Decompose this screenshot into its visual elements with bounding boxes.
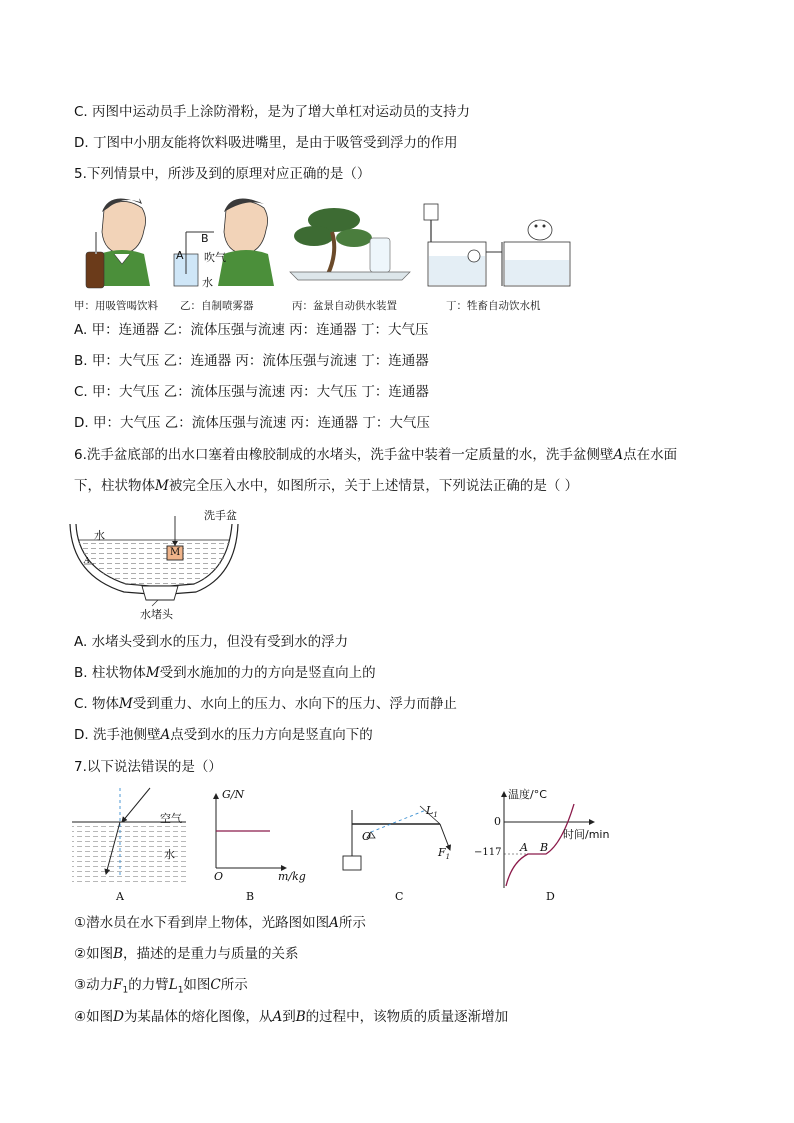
option-c-previous: C. 丙图中运动员手上涂防滑粉，是为了增大单杠对运动员的支持力 xyxy=(74,104,471,120)
fig-c-caption: C xyxy=(395,890,404,903)
q5-illustrations xyxy=(74,192,584,292)
bonsai-illustration xyxy=(290,208,410,280)
option-d-previous: D. 丁图中小朋友能将饮料吸进嘴里，是由于吸管受到浮力的作用 xyxy=(74,135,458,151)
sprayer-label-a: A xyxy=(176,249,184,262)
minus-117-label: −117 xyxy=(474,847,502,858)
fig-b-caption: B xyxy=(246,890,255,903)
q5-option-a: A. 甲：连通器 乙：流体压强与流速 丙：连通器 丁：大气压 xyxy=(74,322,429,338)
g-axis-label: G/N xyxy=(222,788,245,801)
time-axis-label: 时间/min xyxy=(563,828,610,841)
livestock-water-machine-illustration xyxy=(424,204,570,286)
point-b-melt: B xyxy=(540,841,549,854)
caption-bing: 丙：盆景自动供水装置 xyxy=(292,300,397,312)
fig-d-caption: D xyxy=(546,890,555,903)
statement-4: ④如图D为某晶体的熔化图像，从A到B的过程中，该物质的质量逐渐增加 xyxy=(74,1009,509,1025)
caption-jia: 甲：用吸管喝饮料 xyxy=(74,300,158,312)
boy-drinking-illustration xyxy=(86,198,150,288)
pivot-label: O xyxy=(362,830,372,843)
water-label-a: 水 xyxy=(164,848,175,861)
q6-option-c: C. 物体M受到重力、水向上的压力、水向下的压力、浮力而静止 xyxy=(74,696,457,712)
caption-yi: 乙：自制喷雾器 xyxy=(180,300,254,312)
m-axis-label: m/kg xyxy=(278,870,306,883)
boy-sprayer-illustration xyxy=(174,199,274,286)
sprayer-label-water: 水 xyxy=(202,276,213,289)
point-a-melt: A xyxy=(520,841,528,854)
q5-option-d: D. 甲：大气压 乙：流体压强与流速 丙：连通器 丁：大气压 xyxy=(74,415,430,431)
zero-label: 0 xyxy=(494,815,501,828)
origin-label-b: O xyxy=(214,870,224,883)
q6-option-b: B. 柱状物体M受到水施加的力的方向是竖直向上的 xyxy=(74,665,376,681)
q6-option-d: D. 洗手池侧壁A点受到水的压力方向是竖直向下的 xyxy=(74,727,373,743)
q5-option-b: B. 甲：大气压 乙：连通器 丙：流体压强与流速 丁：连通器 xyxy=(74,353,429,369)
sprayer-label-b: B xyxy=(201,232,209,245)
fig-a-caption: A xyxy=(116,890,124,903)
question-6-line-2: 下，柱状物体M被完全压入水中，如图所示，关于上述情景，下列说法正确的是（ ） xyxy=(74,478,579,494)
statement-2: ②如图B，描述的是重力与质量的关系 xyxy=(74,946,299,962)
basin-label: 洗手盆 xyxy=(204,509,237,522)
plug-label: 水堵头 xyxy=(140,608,173,621)
question-5: 5.下列情景中，所涉及到的原理对应正确的是（） xyxy=(74,166,371,182)
water-label: 水 xyxy=(94,529,105,542)
temperature-axis-label: 温度/°C xyxy=(508,788,547,801)
question-5-figure xyxy=(74,192,584,322)
refraction-diagram xyxy=(72,788,186,882)
caption-ding: 丁：牲畜自动饮水机 xyxy=(446,300,541,312)
question-6-line-1: 6.洗手盆底部的出水口塞着由橡胶制成的水堵头，洗手盆中装着一定质量的水，洗手盆侧壁A点在水面 xyxy=(74,447,678,463)
q6-option-a: A. 水堵头受到水的压力，但没有受到水的浮力 xyxy=(74,634,349,650)
q5-option-c: C. 甲：大气压 乙：流体压强与流速 丙：大气压 丁：连通器 xyxy=(74,384,429,400)
question-7-figures xyxy=(68,784,638,906)
washbasin-figure xyxy=(66,506,256,624)
point-a-label: A xyxy=(84,556,90,565)
object-m-label: M xyxy=(170,547,181,558)
air-label: 空气 xyxy=(160,812,182,825)
gravity-mass-graph xyxy=(216,794,286,868)
statement-3: ③动力$F_1$的力臂$L_1$如图C所示 xyxy=(74,977,248,996)
sprayer-label-blow: 吹气 xyxy=(204,251,226,264)
q7-diagrams xyxy=(68,784,638,906)
l1-label: $L_1$ xyxy=(426,804,438,820)
f1-label: $F_1$ xyxy=(438,846,451,862)
statement-1: ①潜水员在水下看到岸上物体，光路图如图A所示 xyxy=(74,915,366,931)
question-7: 7.以下说法错误的是（） xyxy=(74,759,222,775)
